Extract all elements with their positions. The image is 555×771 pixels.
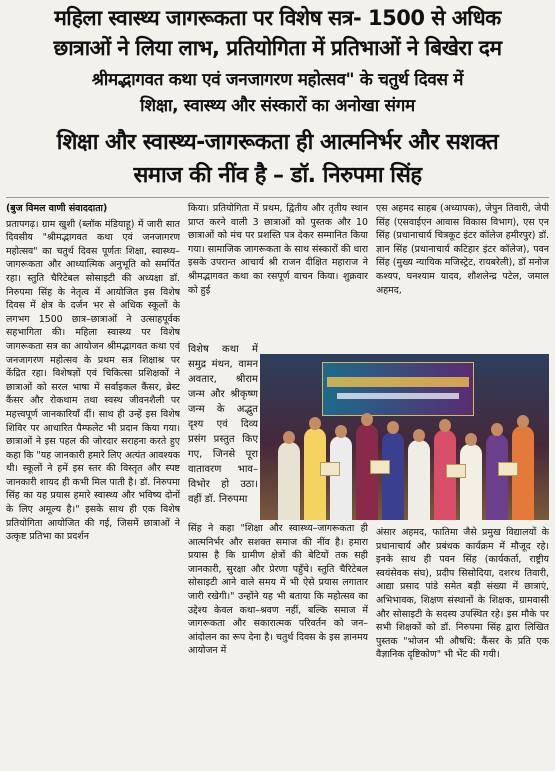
headline-divider	[6, 197, 549, 198]
subheadline-line-1: श्रीमद्भागवत कथा एवं जनजागरण महोत्सव" के चतुर्थ दिवस में	[91, 70, 464, 90]
column-2-bottom-text: सिंह ने कहा "शिक्षा और स्वास्थ्य–जागरूकता ही आत्मनिर्भर और सशक्त समाज की नींव है। हमारा प्रयास है कि ग्रामीण क्षेत्रों की बेटियों तक सही जानकारी, सुरक्षा और प्रेरणा पहुँचे। स्तुति चैरिटेबल सोसाइटी आने वाले समय में भी ऐसे प्रयास लगातार जारी रखेगी।" उन्होंने यह भी बताया कि महोत्सव का उद्देश्य केवल कथा–श्रवण नहीं, बल्कि समाज में जागरूकता और सकारात्मक परिवर्तन को जन–आंदोलन का रूप देना है। चतुर्थ दिवस के इस ज्ञानमय आयोजन में	[188, 523, 368, 657]
article-column-3-top	[376, 202, 549, 352]
column-3-bottom-text: अंसार अहमद, फातिमा जैसे प्रमुख विद्यालयों के प्रधानाचार्य और प्रबंधक कार्यक्रम में मौजूद रहे। इनके साथ ही पवन सिंह (कार्यकर्ता, राष्ट्रीय स्वयंसेवक संघ), प्रदीप सिसोदिया, दशरथ तिवारी, आद्या प्रसाद पांडे समेत बड़ी संख्या में छात्राएं, अभिभावक, शिक्षण संस्थानों के शिक्षक, ग्रामवासी और सोसाइटी के सदस्य उपस्थित रहे। इस मौके पर सभी शिक्षकों को डॉ. निरुपमा सिंह द्वारा लिखित पुस्तक "भोजन भी औषधि: कैंसर के प्रति एक वैज्ञानिक दृष्टिकोण" भी भेंट की गयी।	[376, 527, 549, 661]
headline-line-1: महिला स्वास्थ्य जागरूकता पर विशेष सत्र- 1500 से अधिक	[54, 6, 501, 30]
stage-banner	[322, 362, 474, 416]
article-column-2-narrow	[188, 342, 258, 518]
column-2-narrow-text: विशेष कथा में समुद्र मंथन, वामन अवतार, श्रीराम जन्म और श्रीकृष्ण जन्म के अद्भुत दृश्य एवं दिव्य प्रसंग प्रस्तुत किए गए, जिनसे पूरा वातावरण भाव–विभोर हो उठा। वहीं डॉ. निरुपमा	[188, 344, 258, 505]
subheadline-line-2: शिक्षा, स्वास्थ्य और संस्कारों का अनोखा संगम	[140, 96, 415, 116]
column-2-top-text: किया। प्रतियोगिता में प्रथम, द्वितीय और तृतीय स्थान प्राप्त करने वाली 3 छात्राओं को पुस्तक और 10 छात्राओं को मंच पर प्रशस्ति पत्र देकर सम्मानित किया गया। सामाजिक जागरूकता के साथ संस्कारों की धारा इसके उपरान्त आचार्य श्री राजन दीक्षित महाराज ने श्रीमद्भागवत कथा का रसपूर्ण वाचन किया। शुक्रवार को हुई	[188, 203, 368, 296]
main-headline-line-2: समाज की नींव है – डॉ. निरुपमा सिंह	[133, 163, 422, 188]
main-headline-line-1: शिक्षा और स्वास्थ्य-जागरूकता ही आत्मनिर्भर और सशक्त	[56, 130, 499, 155]
article-column-2-top	[188, 202, 368, 340]
headline-line-2: छात्राओं ने लिया लाभ, प्रतियोगिता में प्रतिभाओं ने बिखेरा दम	[53, 36, 502, 60]
article-column-2-bottom	[188, 522, 368, 768]
column-1-text: प्रतापगढ़। ग्राम खुशी (ब्लॉक मंडियाहू) में जारी सात दिवसीय "श्रीमद्भागवत कथा एवं जनजागरण महोत्सव" का चतुर्थ दिवस पूर्णतः शिक्षा, स्वास्थ्य–जागरूकता और आध्यात्मिक अनुभूति को समर्पित रहा। स्तुति चैरिटेबल सोसाइटी की अध्यक्षा डॉ. निरुपमा सिंह के नेतृत्व में आयोजित इस विशेष दिवस में क्षेत्र के दर्जन भर से अधिक स्कूलों के लगभग 1500 छात्र–छात्राओं ने उत्साहपूर्वक सहभागिता की। महिला स्वास्थ्य पर विशेष जागरूकता सत्र का आयोजन श्रीमद्भागवत कथा एवं जनजागरण महोत्सव के प्रथम सत्र शिक्षाश्र पर केंद्रित रहा। विशेषज्ञों एवं चिकित्सा प्रशिक्षकों ने छात्राओं को सरल भाषा में सर्वाइकल कैंसर, ब्रेस्ट कैंसर और रोकथाम तथा स्वस्थ जीवनशैली पर महत्त्वपूर्ण जानकारियाँ दीं। साथ ही उन्हें इस विशेष शिविर पर आधारित पैम्फलेट भी प्रदान किया गया। छात्राओं ने इस पहल की जोरदार सराहना करते हुए कहा कि "यह जानकारी हमारे लिए अत्यंत आवश्यक थी। स्कूलों ने हमें इस स्तर की विस्तृत और स्पष्ट जानकारी शायद ही कभी मिल पाती है। डॉ. निरुपमा सिंह का यह प्रयास हमारे स्वास्थ्य और भविष्य दोनों के लिए अमूल्य है।" इसके साथ ही एक विशेष प्रतियोगिता आयोजित की गई, जिसमें छात्राओं ने उत्कृष्ट प्रतिभा का प्रदर्शन	[6, 218, 180, 543]
event-photo	[260, 354, 549, 520]
article-column-1	[6, 202, 180, 768]
byline: (बुज विमल वाणी संवाददाता)	[6, 203, 108, 214]
article-column-3-bottom	[376, 526, 549, 768]
column-3-top-text: एस अहमद साहब (अध्यापक), जेपुन तिवारी, जेपी सिंह (एसवाईएन आवास विकास विभाग), एस एन सिंह (प्रधानाचार्य चित्रकूट इंटर कॉलेज हमीरपुर) डॉ. ज्ञान सिंह (प्रधानाचार्य कटिहार इंटर कॉलेज), पवन सिंह (मुख्य न्यायिक मजिस्ट्रेट, रायबरेली), डॉ मनोज कश्यप, घनश्याम यादव, शौशलेन्द्र पटेल, जमाल अहमद,	[376, 203, 549, 296]
